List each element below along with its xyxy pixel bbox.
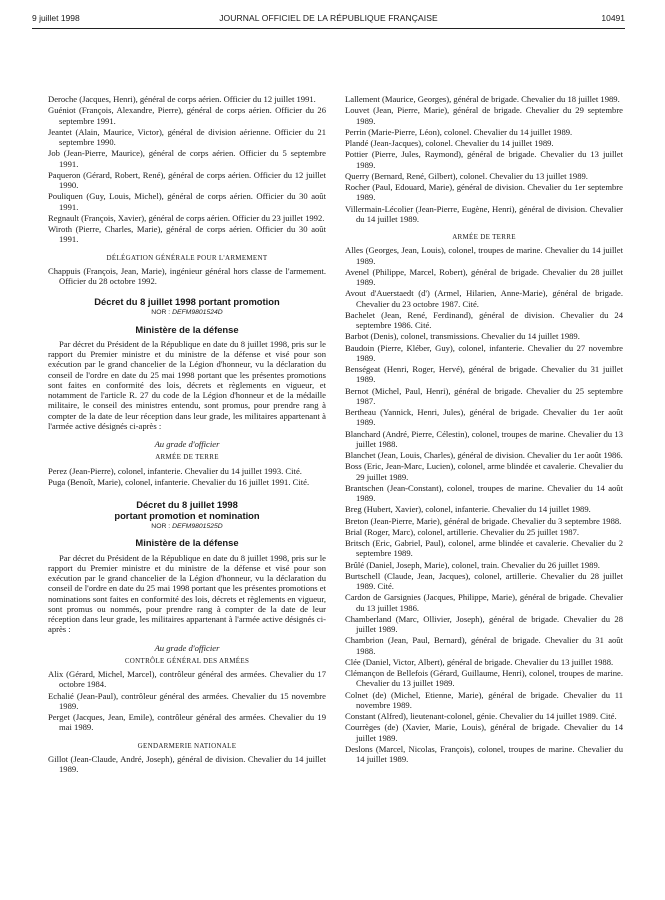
decree-2-title-line2: portant promotion et nomination — [114, 510, 260, 521]
list-item: Breton (Jean-Pierre, Marie), général de brigade. Chevalier du 3 septembre 1988. — [345, 515, 622, 526]
right-top-list — [345, 94, 623, 224]
header-page-number: 10491 — [601, 13, 625, 23]
list-item: Bachelet (Jean, René, Ferdinand), général de division. Chevalier du 24 septembre 1986. Cité. — [345, 309, 623, 330]
decree-1-list — [48, 466, 326, 488]
list-item: Alix (Gérard, Michel, Marcel), contrôleur général des armées. Chevalier du 17 octobre 1984. — [48, 669, 326, 690]
list-item: Perrin (Marie-Pierre, Léon), colonel. Chevalier du 14 juillet 1989. — [345, 126, 573, 137]
list-item: Chambrion (Jean, Paul, Bernard), général de brigade. Chevalier du 31 août 1988. — [345, 635, 623, 656]
list-item: Pouliquen (Guy, Louis, Michel), général de corps aérien. Officier du 30 août 1991. — [48, 191, 326, 212]
list-item: Perez (Jean-Pierre), colonel, infanterie. Chevalier du 14 juillet 1993. Cité. — [48, 465, 302, 476]
list-item: Guéniot (François, Alexandre, Pierre), général de corps aérien. Officier du 26 septembre 1991. — [48, 105, 326, 126]
left-column — [48, 94, 326, 775]
list-item: Constant (Alfred), lieutenant-colonel, génie. Chevalier du 14 juillet 1989. Cité. — [345, 711, 617, 721]
list-item: Avout d'Auerstaedt (d') (Armel, Hilarien, Anne-Marie), général de brigade. Chevalier du 23 octobre 1987. Cité. — [345, 288, 623, 309]
cga-list — [48, 669, 326, 733]
nor-label: NOR : — [151, 523, 171, 530]
section-heading-armee-de-terre: ARMÉE DE TERRE — [452, 233, 516, 241]
decree-1-preamble: Par décret du Président de la République en date du 8 juillet 1998, pris sur le rapport du Premier ministre et du ministre de la défense et visé pour son exécution par le grand chancelier de la Légion d'honneur, vu la déclaration du conseil de l'ordre en date du 25 mai 1998 portant que les présentes promotions sont faites en conformité des lois, décrets et règlements en vigueur, et notamment de l'article R. 27 du code de la Légion d'honneur et de la médaille militaire, le conseil des ministres entendu, sont promus, pour prendre rang à compter de la date de leur réception dans leur grade, les militaires appartenant à l'armée active désignés ci-après : — [48, 338, 326, 431]
header-rule — [32, 28, 625, 29]
list-item: Blanchard (André, Pierre, Célestin), colonel, troupes de marine. Chevalier du 13 juillet 1988. — [345, 428, 623, 449]
list-item: Baudoin (Pierre, Kléber, Guy), colonel, infanterie. Chevalier du 27 novembre 1989. — [345, 342, 623, 363]
list-item: Bernot (Michel, Paul, Henri), général de brigade. Chevalier du 25 septembre 1987. — [345, 385, 623, 406]
armee-de-terre-list — [345, 245, 623, 764]
decree-1-section: ARMÉE DE TERRE — [155, 453, 219, 462]
list-item: Courrèges (de) (Xavier, Marie, Louis), général de brigade. Chevalier du 14 juillet 1989. — [345, 722, 623, 743]
decree-2-grade: Au grade d'officier — [154, 642, 220, 653]
list-item: Villermain-Lécolier (Jean-Pierre, Eugène, Henri), général de division. Chevalier du 14 juillet 1989. — [345, 203, 623, 224]
nor-code: DEFM9801525D — [172, 523, 223, 530]
list-item: Brûlé (Daniel, Joseph, Marie), colonel, train. Chevalier du 26 juillet 1989. — [345, 559, 600, 570]
nor-code: DEFM9801524D — [172, 309, 223, 317]
decree-1-nor — [48, 308, 326, 318]
list-item: Clémançon de Bellefois (Gérard, Guillaume, Henri), colonel, troupes de marine. Chevalier du 13 juillet 1989. — [345, 668, 623, 689]
right-column — [345, 94, 623, 765]
list-item: Brantschen (Jean-Constant), colonel, troupes de marine. Chevalier du 14 août 1989. — [345, 482, 623, 503]
decree-1-ministry: Ministère de la défense — [135, 323, 239, 335]
dga-list — [48, 266, 326, 287]
list-item: Colnet (de) (Michel, Etienne, Marie), général de brigade. Chevalier du 11 novembre 1989. — [345, 689, 623, 710]
list-item: Querry (Bernard, René, Gilbert), colonel. Chevalier du 13 juillet 1989. — [345, 170, 588, 181]
left-top-list — [48, 94, 326, 245]
decree-2-preamble: Par décret du Président de la République en date du 8 juillet 1998, pris sur le rapport du Premier ministre et du ministre de la défense et visé pour son exécution par le grand chancelier de la Légion d'honneur, vu la déclaration du conseil de l'ordre en date du 25 mai 1998 portant que les présentes promotions et nominations sont faites en conformité des lois, décrets et règlements en vigueur, sont promus ou nommés, pour prendre rang à compter de la date de leur réception dans leur grade, les militaires appartenant à l'armée active désignés ci-après : — [48, 552, 326, 635]
decree-2-nor — [48, 522, 326, 532]
list-item: Brial (Roger, Marc), colonel, artillerie. Chevalier du 25 juillet 1987. — [345, 526, 580, 537]
list-item: Puga (Benoît, Marie), colonel, infanterie. Chevalier du 16 juillet 1991. Cité. — [48, 476, 310, 487]
list-item: Chappuis (François, Jean, Marie), ingénieur général hors classe de l'armement. Officier du 28 octobre 1992. — [48, 265, 326, 286]
page-header — [32, 13, 625, 27]
list-item: Gillot (Jean-Claude, André, Joseph), général de division. Chevalier du 14 juillet 1989. — [48, 753, 326, 774]
list-item: Blanchet (Jean, Louis, Charles), général de division. Chevalier du 1er août 1986. — [345, 450, 623, 460]
list-item: Cardon de Garsignies (Jacques, Philippe, Marie), général de brigade. Chevalier du 13 juillet 1986. — [345, 592, 623, 613]
section-heading-gendarmerie: GENDARMERIE NATIONALE — [137, 741, 237, 750]
list-item: Regnault (François, Xavier), général de corps aérien. Officier du 23 juillet 1992. — [48, 212, 325, 223]
list-item: Britsch (Eric, Gabriel, Paul), colonel, arme blindée et cavalerie. Chevalier du 2 septembre 1989. — [345, 538, 623, 559]
list-item: Clée (Daniel, Victor, Albert), général de brigade. Chevalier du 13 juillet 1988. — [345, 656, 614, 667]
list-item: Pottier (Pierre, Jules, Raymond), général de brigade. Chevalier du 13 juillet 1989. — [345, 149, 623, 170]
list-item: Echalié (Jean-Paul), contrôleur général des armées. Chevalier du 15 novembre 1989. — [48, 690, 326, 711]
section-heading-dga: DÉLÉGATION GÉNÉRALE POUR L'ARMEMENT — [106, 253, 268, 262]
decree-1-grade: Au grade d'officier — [154, 439, 220, 449]
list-item: Rocher (Paul, Edouard, Marie), général de division. Chevalier du 1er septembre 1989. — [345, 182, 623, 203]
list-item: Avenel (Philippe, Marcel, Robert), général de brigade. Chevalier du 28 juillet 1989. — [345, 266, 623, 287]
list-item: Chamberland (Marc, Ollivier, Joseph), général de brigade. Chevalier du 28 juillet 1989. — [345, 613, 623, 634]
decree-1-title: Décret du 8 juillet 1998 portant promotion — [94, 296, 280, 308]
list-item: Jeantet (Alain, Maurice, Victor), général de division aérienne. Officier du 21 septembre 1990. — [48, 126, 326, 147]
list-item: Alles (Georges, Jean, Louis), colonel, troupes de marine. Chevalier du 14 juillet 1989. — [345, 245, 623, 266]
decree-2-title-line1: Décret du 8 juillet 1998 — [136, 499, 238, 510]
list-item: Benségeat (Henri, Roger, Hervé), général de brigade. Chevalier du 31 juillet 1989. — [345, 364, 623, 385]
header-title: JOURNAL OFFICIEL DE LA RÉPUBLIQUE FRANÇAISE — [219, 13, 438, 23]
list-item: Barbot (Denis), colonel, transmissions. Chevalier du 14 juillet 1989. — [345, 331, 580, 342]
list-item: Paqueron (Gérard, Robert, René), général de corps aérien. Officier du 12 juillet 1990. — [48, 169, 326, 190]
list-item: Bertheau (Yannick, Henri, Jules), général de brigade. Chevalier du 1er août 1989. — [345, 407, 623, 428]
list-item: Lallement (Maurice, Georges), général de brigade. Chevalier du 18 juillet 1989. — [345, 94, 620, 104]
decree-2-ministry: Ministère de la défense — [135, 537, 239, 549]
gendarmerie-list — [48, 754, 326, 775]
list-item: Wiroth (Pierre, Charles, Marie), général de corps aérien. Officier du 30 août 1991. — [48, 224, 326, 245]
nor-label: NOR : — [151, 309, 171, 317]
list-item: Louvet (Jean, Pierre, Marie), général de brigade. Chevalier du 29 septembre 1989. — [345, 105, 623, 126]
list-item: Job (Jean-Pierre, Maurice), général de corps aérien. Officier du 5 septembre 1991. — [48, 148, 326, 169]
section-heading-cga: CONTRÔLE GÉNÉRAL DES ARMÉES — [124, 656, 250, 665]
list-item: Plandé (Jean-Jacques), colonel. Chevalier du 14 juillet 1989. — [345, 138, 554, 148]
list-item: Breg (Hubert, Xavier), colonel, infanterie. Chevalier du 14 juillet 1989. — [345, 504, 591, 515]
list-item: Perget (Jacques, Jean, Emile), contrôleur général des armées. Chevalier du 19 mai 1989. — [48, 712, 326, 733]
list-item: Boss (Eric, Jean-Marc, Lucien), colonel, arme blindée et cavalerie. Chevalier du 29 juillet 1989. — [345, 461, 623, 482]
header-date: 9 juillet 1998 — [32, 13, 80, 23]
list-item: Deroche (Jacques, Henri), général de corps aérien. Officier du 12 juillet 1991. — [48, 94, 316, 104]
list-item: Burtschell (Claude, Jean, Jacques), colonel, artillerie. Chevalier du 28 juillet 1989. Cité. — [345, 570, 623, 591]
list-item: Deslons (Marcel, Nicolas, François), colonel, troupes de marine. Chevalier du 14 juillet 1989. — [345, 743, 623, 764]
